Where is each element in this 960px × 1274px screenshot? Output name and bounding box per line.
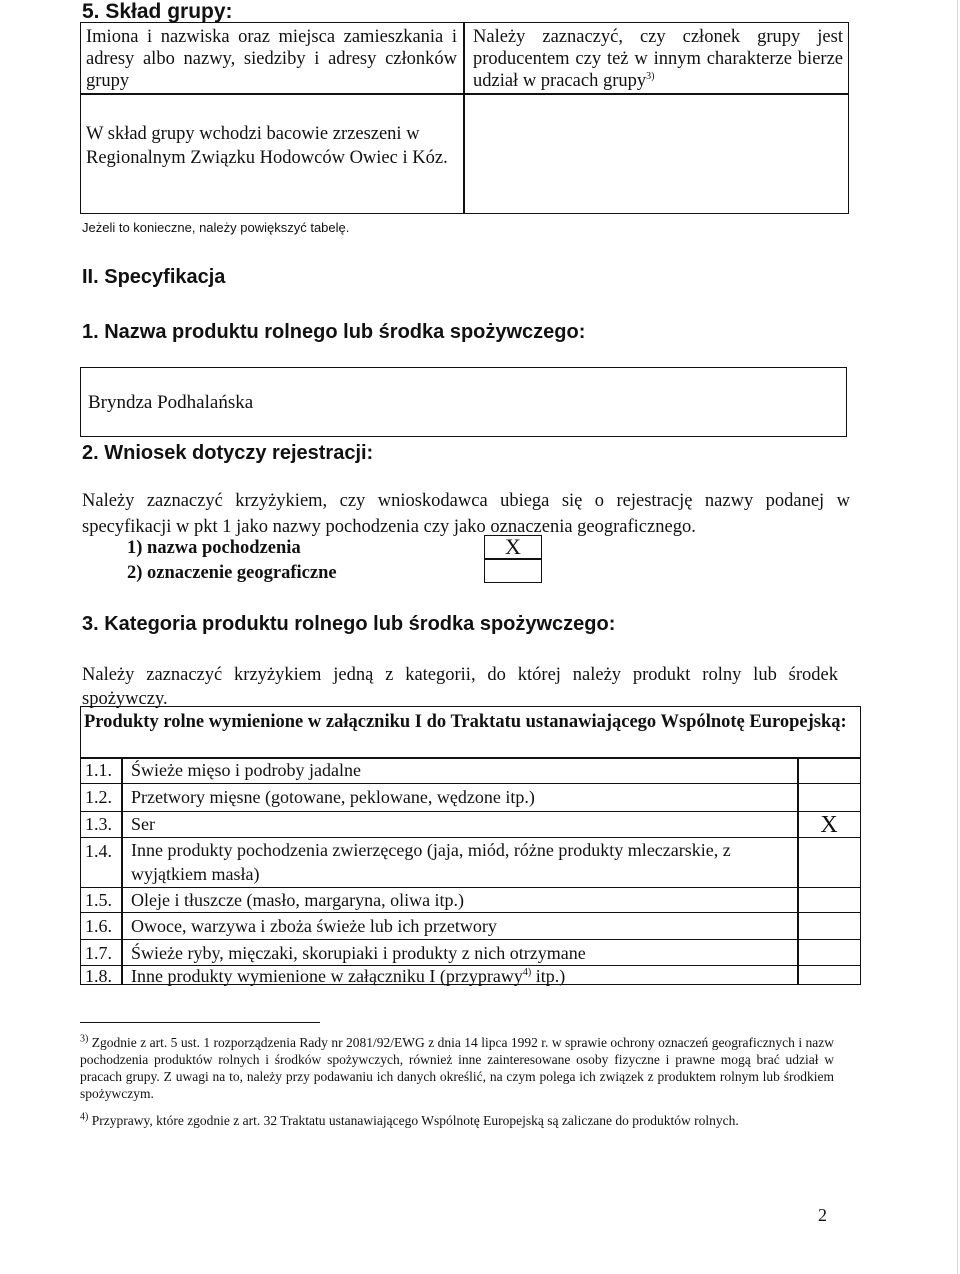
- footnote-3: [80, 1034, 834, 1102]
- category-num: 1.3.: [85, 814, 112, 834]
- category-label: Oleje i tłuszcze (masło, margaryna, oliwa itp.): [131, 890, 465, 910]
- option-geographical-indication-label: 2) oznaczenie geograficzne: [127, 563, 337, 583]
- category-num: 1.6.: [85, 916, 112, 936]
- footnote-separator: [80, 1022, 320, 1023]
- footnote-3-mark: 3): [80, 1033, 89, 1045]
- category-label: [131, 963, 565, 989]
- footnote-ref-3: 3): [646, 70, 655, 82]
- item3-heading: 3. Kategoria produktu rolnego lub środka spożywczego:: [82, 613, 616, 635]
- category-label-text: Inne produkty wymienione w załączniku I (przyprawy: [131, 966, 523, 986]
- category-label: Świeże mięso i podroby jadalne: [131, 760, 361, 780]
- members-row-text: W skład grupy wchodzi bacowie zrzeszeni w Regionalnym Związku Hodowców Owiec i Kóz.: [86, 124, 448, 168]
- category-num: 1.7.: [85, 943, 112, 963]
- members-col1-header: Imiona i nazwiska oraz miejsca zamieszkania i adresy albo nazwy, siedziby i adresy członków grupy: [86, 27, 457, 91]
- category-label: Świeże ryby, mięczaki, skorupiaki i produkty z nich otrzymane: [131, 943, 586, 963]
- category-label: Owoce, warzywa i zboża świeże lub ich przetwory: [131, 916, 497, 936]
- category-mark-col-divider: [797, 757, 799, 985]
- members-col2-header-text: Należy zaznaczyć, czy członek grupy jest producentem czy też w innym charakterze bierze udział w pracach grupy: [473, 27, 843, 91]
- category-num: 1.1.: [85, 760, 112, 780]
- category-label-text-after: itp.): [531, 966, 566, 986]
- option-designation-origin-label: 1) nazwa pochodzenia: [127, 538, 301, 558]
- category-checkbox[interactable]: X: [820, 812, 838, 838]
- footnote-ref-4: 4): [522, 967, 532, 978]
- section5-heading: 5. Skład grupy:: [82, 0, 233, 23]
- category-label: Przetwory mięsne (gotowane, peklowane, wędzone itp.): [131, 787, 535, 807]
- option-designation-origin-checkbox[interactable]: X: [484, 535, 542, 559]
- category-num: 1.5.: [85, 890, 112, 910]
- category-num: 1.2.: [85, 787, 112, 807]
- footnote-3-text: Zgodnie z art. 5 ust. 1 rozporządzenia Rady nr 2081/92/EWG z dnia 14 lipca 1992 r. w sprawie ochrony oznaczeń geograficznych i nazw pochodzenia produktów rolnych i środków spożywczych, również inne zainteresowane osoby fizyczne i prawne mogą brać udział w pracach grupy. Z uwagi na to, należy przy podawaniu ich danych określić, na czym polega ich związek z produktem rolnym lub środkiem spożywczym.: [80, 1035, 835, 1101]
- page-number: 2: [818, 1205, 827, 1225]
- product-name-value: Bryndza Podhalańska: [88, 392, 254, 413]
- category-label: Ser: [131, 814, 155, 834]
- category-num: 1.8.: [85, 966, 112, 986]
- category-num-col-divider: [121, 757, 123, 985]
- category-table-header: Produkty rolne wymienione w załączniku I do Traktatu ustanawiającego Wspólnotę Europejską:: [84, 712, 847, 732]
- members-table-col-divider: [463, 22, 465, 214]
- members-table-row-divider: [80, 93, 849, 95]
- option-geographical-indication-checkbox[interactable]: [484, 559, 542, 583]
- category-row-divider: [80, 811, 861, 812]
- category-num: 1.4.: [85, 841, 112, 861]
- section-ii-heading: II. Specyfikacja: [82, 266, 226, 288]
- members-col2-header: [473, 26, 843, 92]
- item1-heading: 1. Nazwa produktu rolnego lub środka spożywczego:: [82, 321, 586, 343]
- item3-instruction: Należy zaznaczyć krzyżykiem jedną z kategorii, do której należy produkt rolny lub środek spożywczy.: [82, 665, 838, 709]
- category-label: Inne produkty pochodzenia zwierzęcego (jaja, miód, różne produkty mleczarskie, z wyjątkiem masła): [131, 840, 731, 884]
- item2-heading: 2. Wniosek dotyczy rejestracji:: [82, 442, 374, 464]
- item2-instruction: Należy zaznaczyć krzyżykiem, czy wnioskodawca ubiega się o rejestrację nazwy podanej w specyfikacji w pkt 1 jako nazwy pochodzenia czy jako oznaczenia geograficznego.: [82, 491, 850, 537]
- footnote-4-text: Przyprawy, które zgodnie z art. 32 Traktatu ustanawiającego Wspólnotę Europejską są zaliczane do produktów rolnych.: [91, 1113, 739, 1128]
- footnote-4: [80, 1112, 834, 1129]
- scan-edge-line: [957, 0, 958, 1274]
- table-extend-note: Jeżeli to konieczne, należy powiększyć tabelę.: [82, 220, 350, 235]
- footnote-4-mark: 4): [80, 1111, 89, 1123]
